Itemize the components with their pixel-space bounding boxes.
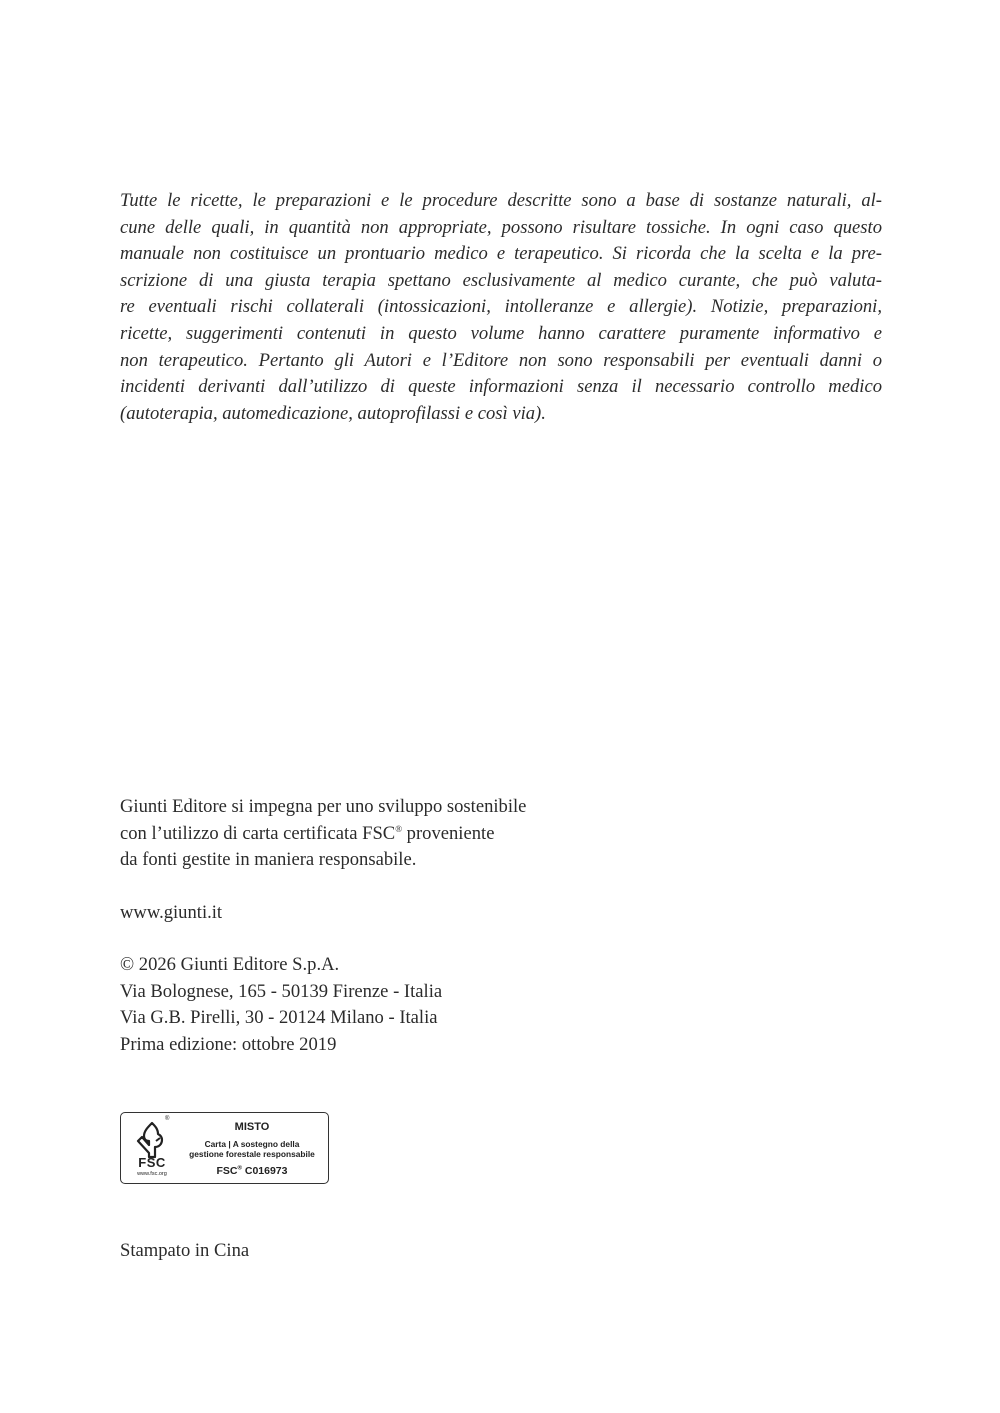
website-link[interactable]: www.giunti.it <box>120 902 223 923</box>
disclaimer-line: (autoterapia, automedicazione, autoprofilassi e così via). <box>120 402 546 424</box>
disclaimer-line: ricette, suggerimenti contenuti in questo volume hanno carattere puramente informativo e <box>120 322 882 344</box>
fsc-logo-text: FSC <box>138 1155 166 1170</box>
sustainability-line <box>120 821 680 848</box>
fsc-registered-mark: ® <box>165 1116 170 1122</box>
disclaimer-text <box>120 188 882 427</box>
sustainability-line: da fonti gestite in maniera responsabile. <box>120 849 417 871</box>
disclaimer-line: re eventuali rischi collaterali (intossicazioni, intolleranze e allergie). Notizie, preparazioni, <box>120 296 882 318</box>
copyright-line: © 2026 Giunti Editore S.p.A. <box>120 954 340 975</box>
fsc-certification-label <box>120 1112 329 1184</box>
fsc-url: www.fsc.org <box>137 1171 167 1177</box>
registered-mark: ® <box>395 823 403 834</box>
sustainability-statement <box>120 794 680 874</box>
disclaimer-line: Tutte le ricette, le preparazioni e le procedure descritte sono a base di sostanze naturali, al- <box>120 190 882 211</box>
disclaimer-line: cune delle quali, in quantità non appropriate, possono risultare tossiche. In ogni caso questo <box>120 216 882 238</box>
sustainability-text: proveniente <box>402 822 495 844</box>
fsc-code-registered-mark: ® <box>237 1165 242 1172</box>
disclaimer-line: incidenti derivanti dall’utilizzo di queste informazioni senza il necessario controllo medico <box>120 376 882 398</box>
disclaimer-line: scrizione di una giusta terapia spettano esclusivamente al medico curante, che può valuta- <box>120 269 882 291</box>
address-milano: Via G.B. Pirelli, 30 - 20124 Milano - Italia <box>120 1007 438 1029</box>
sustainability-line: Giunti Editore si impegna per uno sviluppo sostenibile <box>120 796 527 817</box>
fsc-label-details <box>179 1121 325 1177</box>
address-firenze: Via Bolognese, 165 - 50139 Firenze - Italia <box>120 980 443 1002</box>
fsc-description <box>179 1140 325 1159</box>
fsc-code-number: C016973 <box>241 1165 288 1177</box>
disclaimer-line: non terapeutico. Pertanto gli Autori e l’Editore non sono responsabili per eventuali danni o <box>120 349 882 371</box>
fsc-description-line: Carta | A sostegno della <box>204 1139 300 1149</box>
publisher-info <box>120 952 680 1058</box>
fsc-description-line: gestione forestale responsabile <box>189 1148 315 1159</box>
fsc-mix-title: MISTO <box>234 1121 270 1133</box>
disclaimer-line: manuale non costituisce un prontuario medico e terapeutico. Si ricorda che la scelta e la pre- <box>120 243 882 265</box>
printed-in: Stampato in Cina <box>120 1240 250 1261</box>
fsc-license-code <box>179 1165 325 1177</box>
sustainability-text: con l’utilizzo di carta certificata FSC <box>120 822 396 844</box>
edition-line: Prima edizione: ottobre 2019 <box>120 1033 337 1055</box>
fsc-code-prefix: FSC <box>216 1165 238 1177</box>
